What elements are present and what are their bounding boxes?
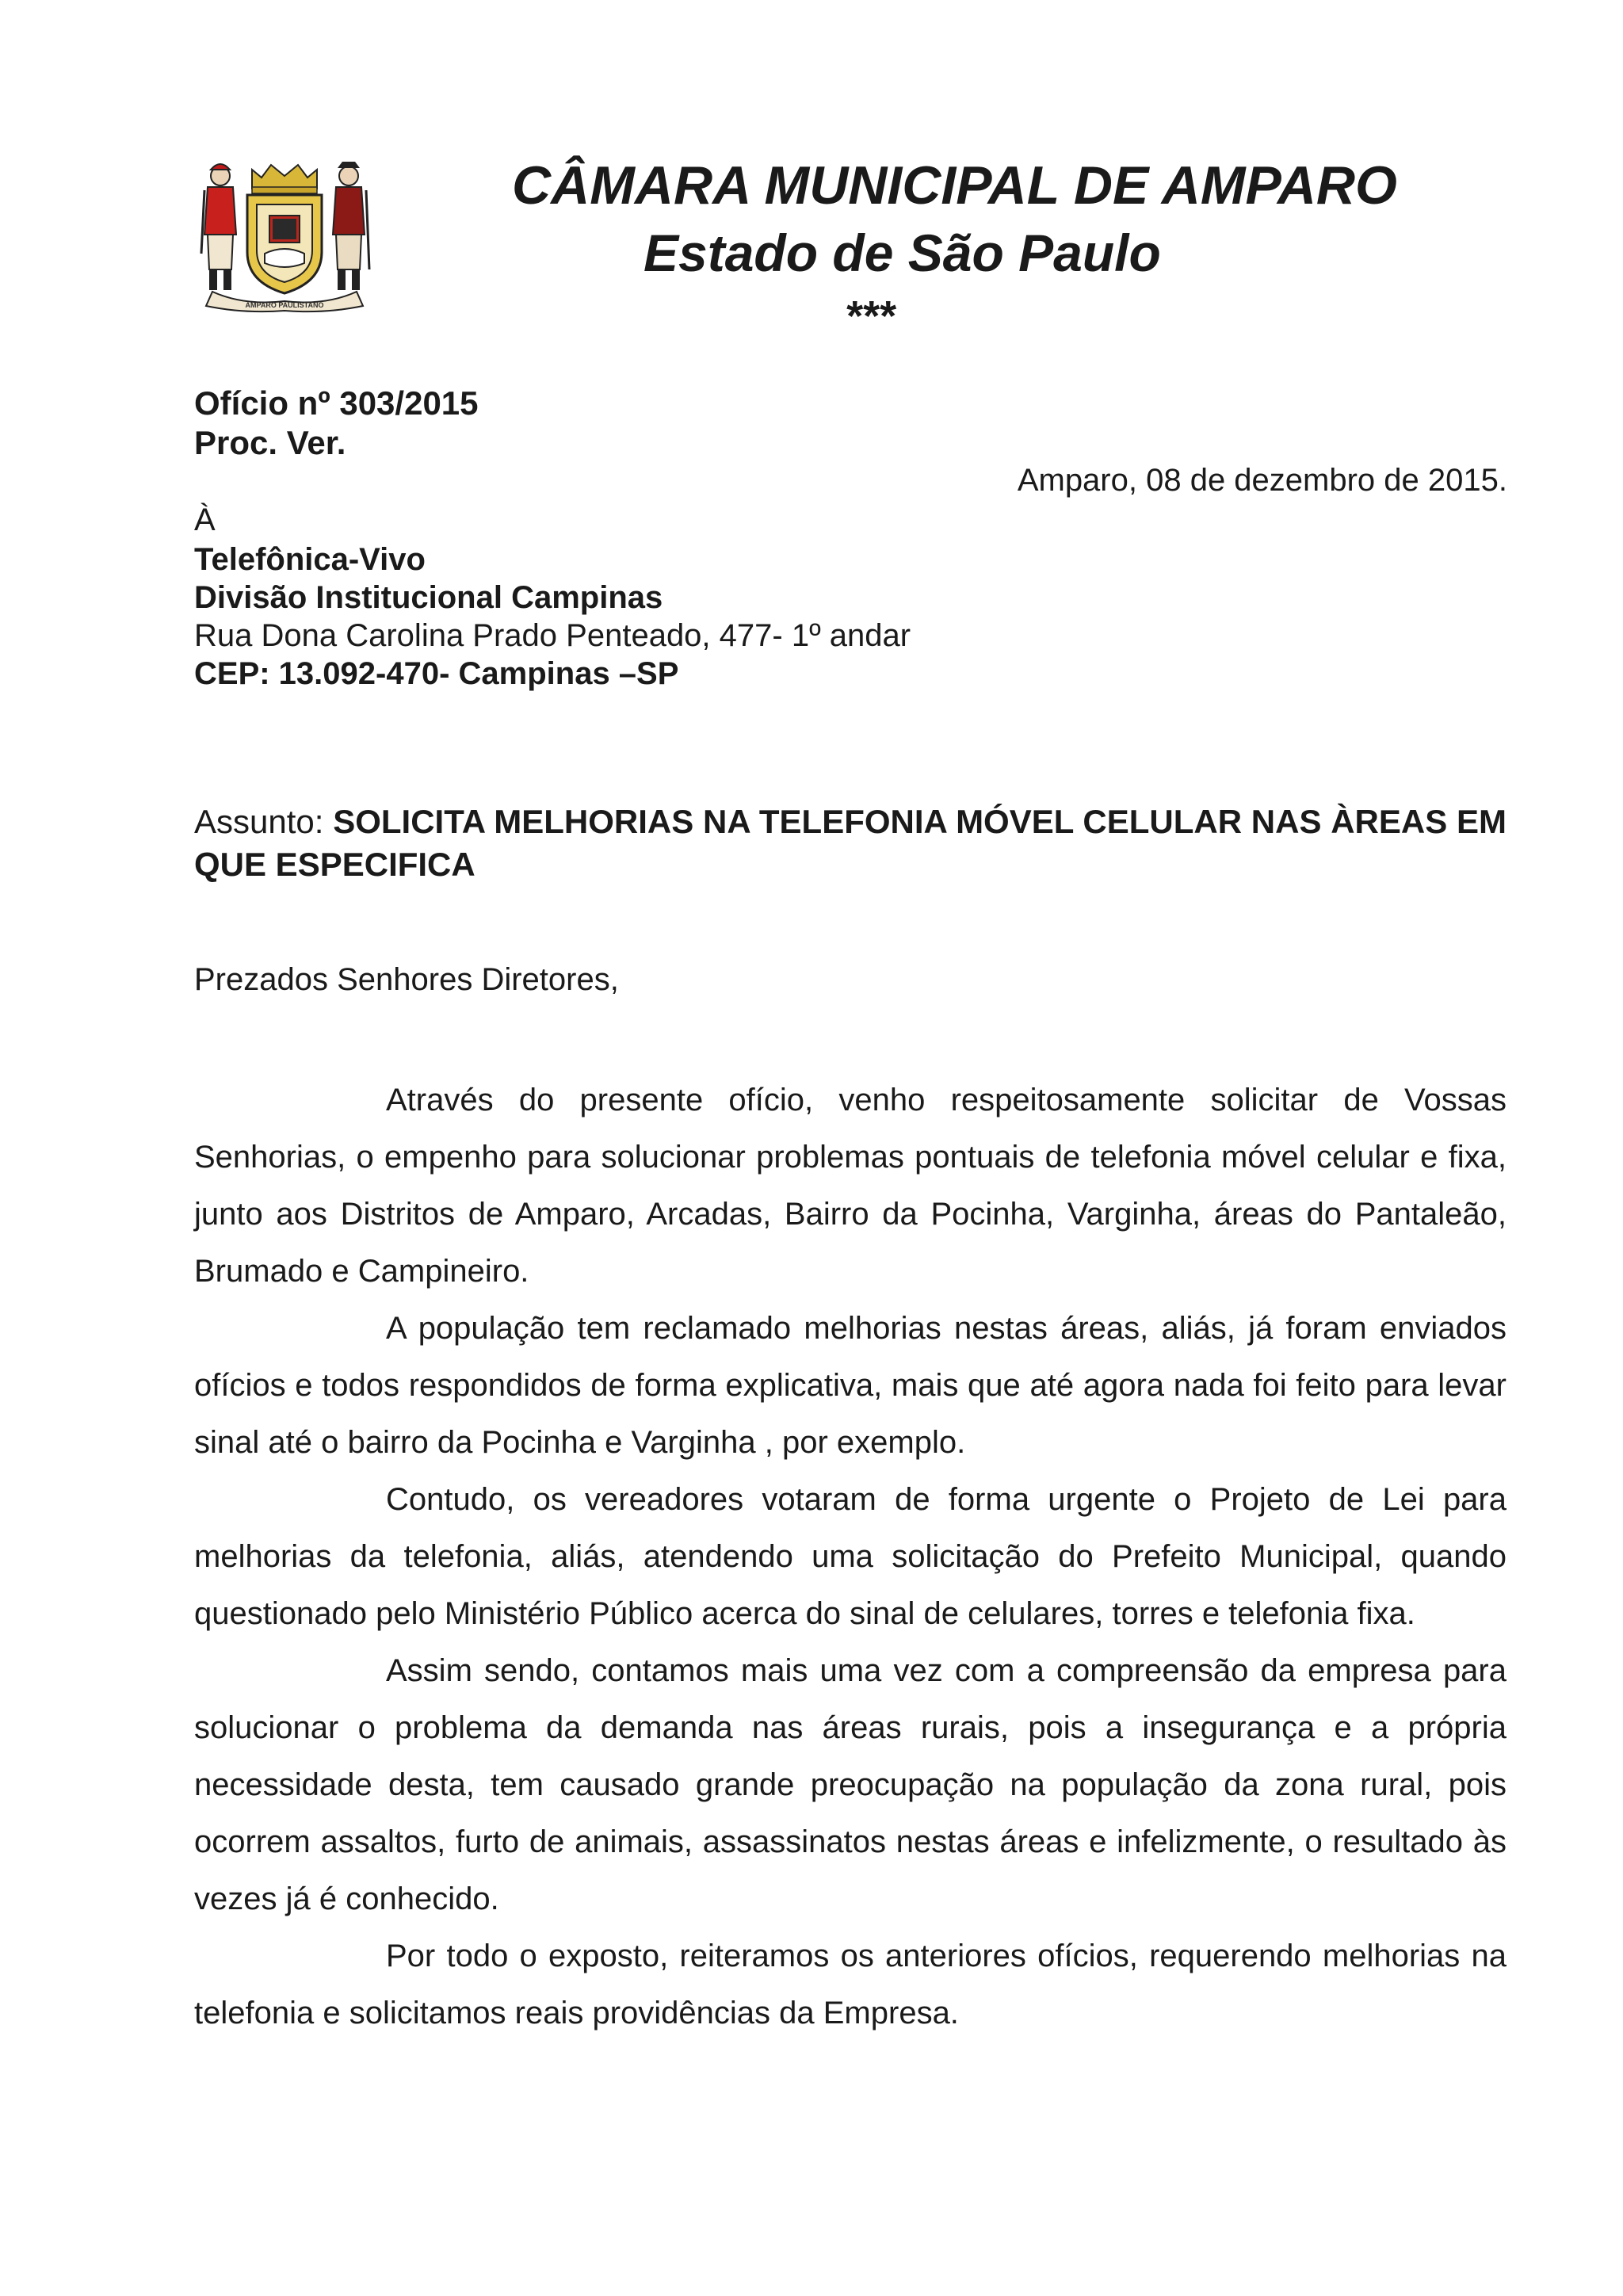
coat-of-arms-motto: AMPARO PAULISTANO (245, 301, 324, 309)
proc-reference: Proc. Ver. (194, 424, 346, 461)
recipient-division: Divisão Institucional Campinas (194, 580, 663, 615)
subject-label: Assunto: (194, 803, 324, 840)
letter-body (194, 1072, 1507, 2042)
recipient-company: Telefônica-Vivo (194, 542, 426, 577)
coat-of-arms-icon (197, 159, 372, 314)
header-separator-stars: *** (845, 292, 896, 340)
body-paragraph: A população tem reclamado melhorias nestas áreas, aliás, já foram enviados ofícios e todos respondidos de forma explicativa, mais que até agora nada foi feito para levar sinal até o bairro da Pocinha e Varginha , por exemplo. (194, 1311, 1507, 1460)
body-paragraph: Através do presente ofício, venho respeitosamente solicitar de Vossas Senhorias, o empenho para solucionar problemas pontuais de telefonia móvel celular e fixa, junto aos Distritos de Amparo, Arcadas, Bairro da Pocinha, Varginha, áreas do Pantaleão, Brumado e Campineiro. (194, 1083, 1507, 1289)
salutation: Prezados Senhores Diretores, (194, 962, 619, 997)
organization-subtitle: Estado de São Paulo (643, 223, 1161, 282)
subject-line (194, 800, 1507, 886)
letter-date: Amparo, 08 de dezembro de 2015. (1017, 463, 1507, 498)
organization-title: CÂMARA MUNICIPAL DE AMPARO (512, 155, 1397, 216)
oficio-number: Ofício nº 303/2015 (194, 384, 479, 422)
body-paragraph: Assim sendo, contamos mais uma vez com a compreensão da empresa para solucionar o problema da demanda nas áreas rurais, pois a insegurança e a própria necessidade desta, tem causado grande preocupação na população da zona rural, pois ocorrem assaltos, furto de animais, assassinatos nestas áreas e infelizmente, o resultado às vezes já é conhecido. (194, 1653, 1507, 1916)
body-paragraph: Contudo, os vereadores votaram de forma urgente o Projeto de Lei para melhorias da telefonia, aliás, atendendo uma solicitação do Prefeito Municipal, quando questionado pelo Ministério Público acerca do sinal de celulares, torres e telefonia fixa. (194, 1482, 1507, 1631)
recipient-cep: CEP: 13.092-470- Campinas –SP (194, 656, 679, 691)
recipient-street: Rua Dona Carolina Prado Penteado, 477- 1º andar (194, 618, 911, 653)
body-paragraph: Por todo o exposto, reiteramos os anteriores ofícios, requerendo melhorias na telefonia e solicitamos reais providências da Empresa. (194, 1939, 1507, 2030)
recipient-prefix: À (194, 502, 216, 537)
subject-text: SOLICITA MELHORIAS NA TELEFONIA MÓVEL CELULAR NAS ÀREAS EM QUE ESPECIFICA (194, 803, 1507, 883)
